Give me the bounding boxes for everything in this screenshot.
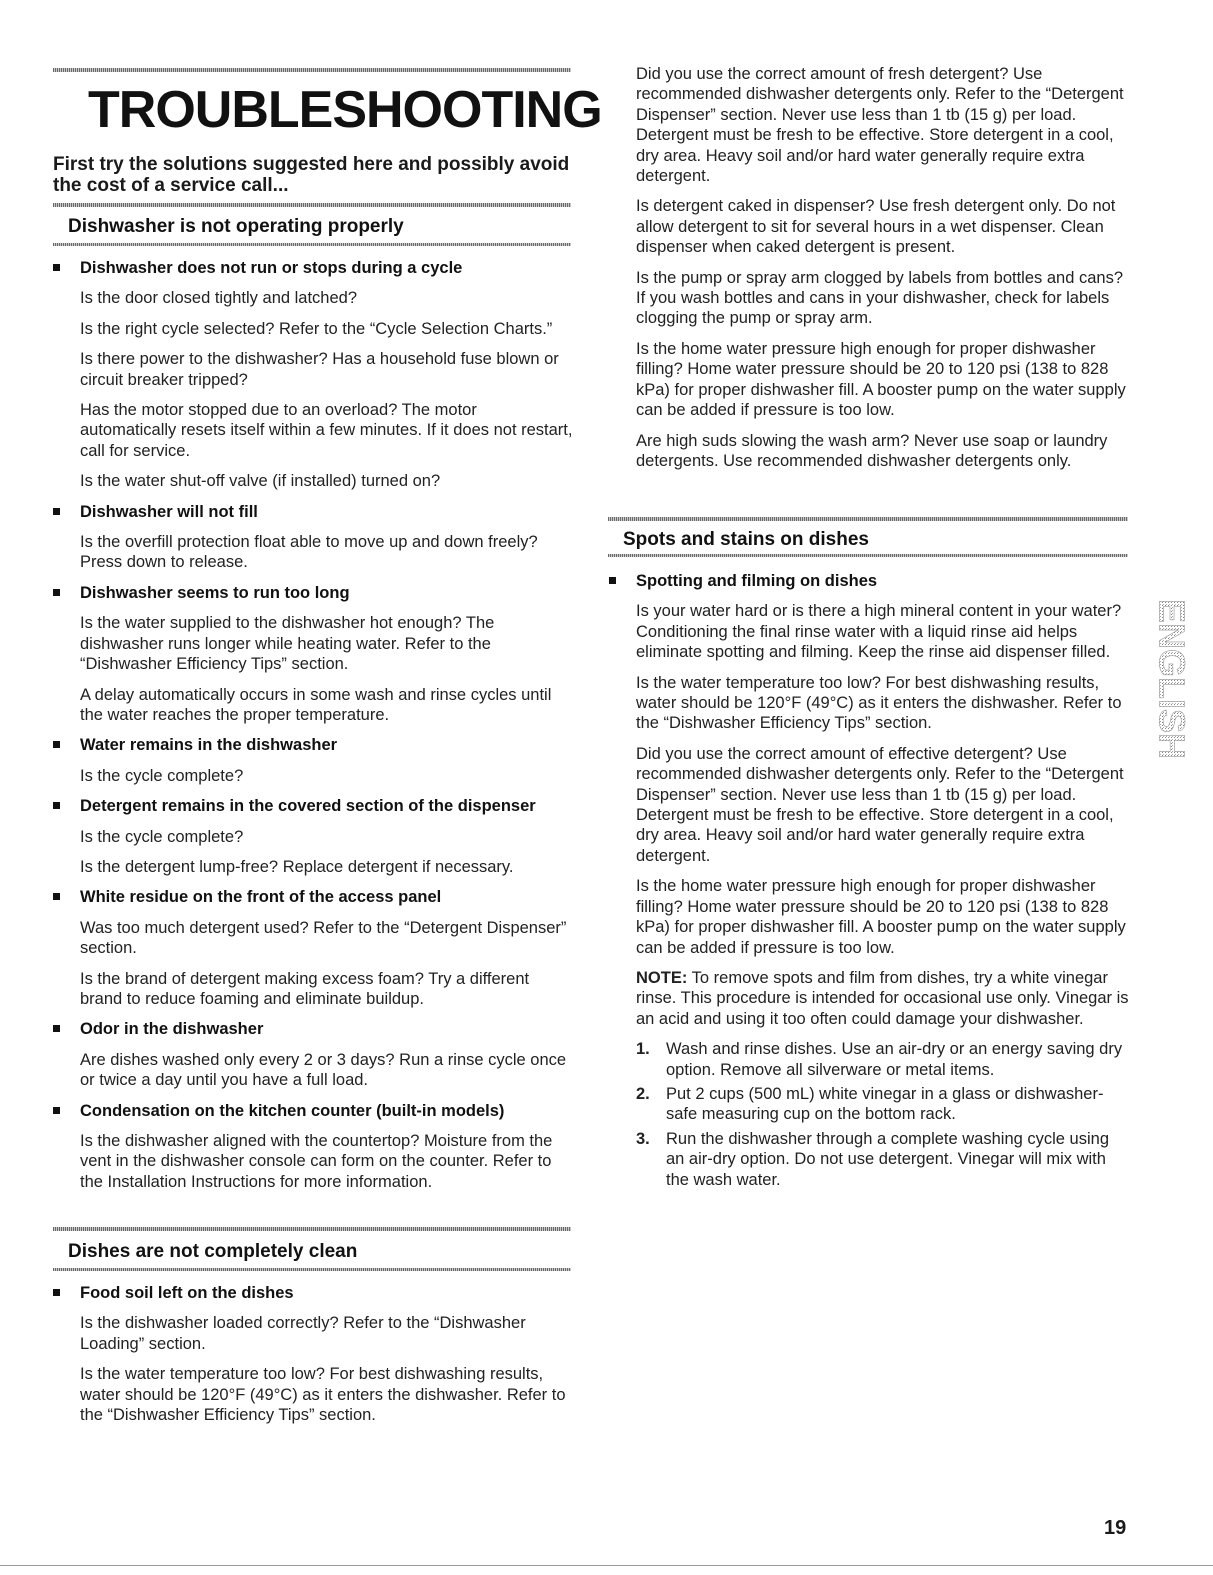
language-tab-label: ENGLISH (1151, 598, 1193, 760)
issue-text: Is the overfill protection float able to move up and down freely? Press down to release. (80, 533, 538, 572)
step-text: Run the dishwasher through a complete washing cycle using an air-dry option. Do not use detergent. Vinegar will mix with the wash water. (666, 1129, 1110, 1189)
issue-text: Is the door closed tightly and latched? (80, 289, 358, 308)
section2-rule-bottom (53, 1268, 571, 1271)
issue-heading: Odor in the dishwasher (80, 1020, 264, 1039)
page-title: TROUBLESHOOTING (88, 81, 602, 139)
issue-item (53, 502, 573, 573)
issue-heading: Dishwasher will not fill (80, 502, 258, 521)
page-subtitle: First try the solutions suggested here and possibly avoid the cost of a service call... (53, 154, 570, 196)
step-number: 1. (636, 1040, 650, 1059)
section3-content (609, 571, 1131, 1194)
step-item (636, 1129, 1131, 1190)
page-number: 19 (1104, 1517, 1127, 1539)
issue-text: Is there power to the dishwasher? Has a household fuse blown or circuit breaker tripped? (80, 350, 559, 389)
section2-continued (636, 64, 1131, 481)
section1-content (53, 258, 573, 1202)
issue-text: Is the right cycle selected? Refer to the “Cycle Selection Charts.” (80, 319, 553, 338)
issue-text: Is the water temperature too low? For best dishwashing results, water should be 120°F (49°C) as it enters the dishwasher. Refer to the “Dishwasher Efficiency Tips” section. (80, 1365, 566, 1425)
step-item (636, 1039, 1131, 1080)
bottom-rule (0, 1565, 1213, 1566)
issue-item (53, 583, 573, 725)
issue-text: Was too much detergent used? Refer to the “Detergent Dispenser” section. (80, 918, 567, 958)
section3-rule-bottom (608, 554, 1128, 557)
issue-heading: Water remains in the dishwasher (80, 736, 338, 755)
issue-text: Is detergent caked in dispenser? Use fresh detergent only. Do not allow detergent to sit for several hours in a wet dispenser. Clean dispenser when caked detergent is present. (636, 197, 1116, 257)
step-item (636, 1084, 1131, 1125)
section3-rule-top (608, 517, 1128, 521)
bullet-icon (609, 577, 616, 584)
issue-item (53, 1101, 573, 1193)
note (636, 968, 1131, 1029)
issue-item (53, 1019, 573, 1090)
issue-item (53, 258, 573, 492)
issue-heading: Spotting and filming on dishes (636, 572, 878, 590)
issue-text: Is the water supplied to the dishwasher hot enough? The dishwasher runs longer while heating water. Refer to the “Dishwasher Efficiency Tips” section. (80, 614, 495, 674)
section1-heading: Dishwasher is not operating properly (68, 216, 404, 237)
issue-text: Is the water shut-off valve (if installed) turned on? (80, 472, 441, 491)
bullet-icon (53, 741, 60, 748)
section2-content (53, 1283, 573, 1435)
issue-item (53, 1283, 573, 1425)
steps-list (636, 1039, 1131, 1190)
issue-text: Is the dishwasher aligned with the countertop? Moisture from the vent in the dishwasher console can form on the counter. Refer to the Installation Instructions for more information. (80, 1132, 553, 1191)
issue-text: Are high suds slowing the wash arm? Never use soap or laundry detergents. Use recommended dishwasher detergents only. (636, 431, 1108, 470)
issue-text: Is the pump or spray arm clogged by labels from bottles and cans? If you wash bottles and cans in your dishwasher, check for labels clogging the pump or spray arm. (636, 268, 1123, 328)
bullet-icon (53, 1025, 60, 1032)
section1-rule-bottom (53, 243, 571, 246)
step-number: 2. (636, 1084, 650, 1103)
issue-text: Did you use the correct amount of fresh detergent? Use recommended dishwasher detergents only. Refer to the “Detergent Dispenser” section. Never use less than 1 tb (15 g) per load. Detergent must be fresh to be effective. Store detergent in a cool, dry area. Heavy soil and/or hard water generally require extra detergent. (636, 65, 1124, 186)
bullet-icon (53, 1289, 60, 1296)
issue-text: Is your water hard or is there a high mineral content in your water? Conditioning the final rinse water with a liquid rinse aid helps eliminate spotting and filming. Keep the rinse aid dispenser filled. (636, 602, 1122, 662)
issue-text: Is the home water pressure high enough for proper dishwasher filling? Home water pressure should be 20 to 120 psi (138 to 828 kPa) for proper dishwasher fill. A booster pump on the water supply can be added if pressure is too low. (636, 339, 1126, 420)
note-text: To remove spots and film from dishes, try a white vinegar rinse. This procedure is intended for occasional use only. Vinegar is an acid and using it too often could damage your dishwasher. (636, 968, 1129, 1028)
issue-heading: Condensation on the kitchen counter (built-in models) (80, 1101, 505, 1120)
bullet-icon (53, 589, 60, 596)
issue-text: Has the motor stopped due to an overload? The motor automatically resets itself within a few minutes. If it does not restart, call for service. (80, 401, 573, 460)
language-tab-mark (1151, 568, 1193, 790)
section3-heading: Spots and stains on dishes (623, 529, 869, 550)
issue-heading: Food soil left on the dishes (80, 1284, 294, 1302)
issue-text: Is the brand of detergent making excess foam? Try a different brand to reduce foaming and eliminate buildup. (80, 969, 530, 1008)
issue-heading: Dishwasher does not run or stops during a cycle (80, 259, 463, 277)
step-text: Wash and rinse dishes. Use an air-dry or an energy saving dry option. Remove all silverware or metal items. (666, 1040, 1123, 1079)
issue-item (53, 796, 573, 877)
issue-item (53, 887, 573, 1009)
issue-text: Is the water temperature too low? For best dishwashing results, water should be 120°F (49°C) as it enters the dishwasher. Refer to the “Dishwasher Efficiency Tips” section. (636, 673, 1122, 733)
issue-text: Is the home water pressure high enough for proper dishwasher filling? Home water pressure should be 20 to 120 psi (138 to 828 kPa) for proper dishwasher fill. A booster pump on the water supply can be added if pressure is too low. (636, 877, 1126, 957)
issue-heading: Detergent remains in the covered section of the dispenser (80, 797, 536, 816)
step-text: Put 2 cups (500 mL) white vinegar in a glass or dishwasher-safe measuring cup on the bottom rack. (666, 1084, 1104, 1124)
bullet-icon (53, 264, 60, 271)
bullet-icon (53, 893, 60, 900)
note-label: NOTE: (636, 968, 688, 987)
issue-heading: White residue on the front of the access panel (80, 888, 442, 907)
issue-text: A delay automatically occurs in some wash and rinse cycles until the water reaches the proper temperature. (80, 685, 552, 724)
bullet-icon (53, 1107, 60, 1114)
issue-text: Is the cycle complete? (80, 827, 244, 846)
section2-heading: Dishes are not completely clean (68, 1241, 358, 1262)
issue-heading: Dishwasher seems to run too long (80, 583, 350, 602)
issue-text: Are dishes washed only every 2 or 3 days? Run a rinse cycle once or twice a day until you have a full load. (80, 1050, 567, 1090)
bullet-icon (53, 802, 60, 809)
title-rule-top (53, 68, 571, 72)
issue-text: Is the cycle complete? (80, 766, 244, 785)
section1-rule-top (53, 203, 571, 207)
issue-item (53, 735, 573, 786)
issue-text: Did you use the correct amount of effective detergent? Use recommended dishwasher detergents only. Refer to the “Detergent Dispenser” section. Never use less than 1 tb (15 g) per load. Detergent must be fresh to be effective. Store detergent in a cool, dry area. Heavy soil and/or hard water generally require extra detergent. (636, 744, 1124, 865)
issue-item (609, 571, 1131, 1190)
issue-text: Is the detergent lump-free? Replace detergent if necessary. (80, 857, 514, 876)
section2-rule-top (53, 1227, 571, 1231)
step-number: 3. (636, 1129, 650, 1148)
issue-text: Is the dishwasher loaded correctly? Refer to the “Dishwasher Loading” section. (80, 1314, 526, 1353)
bullet-icon (53, 508, 60, 515)
